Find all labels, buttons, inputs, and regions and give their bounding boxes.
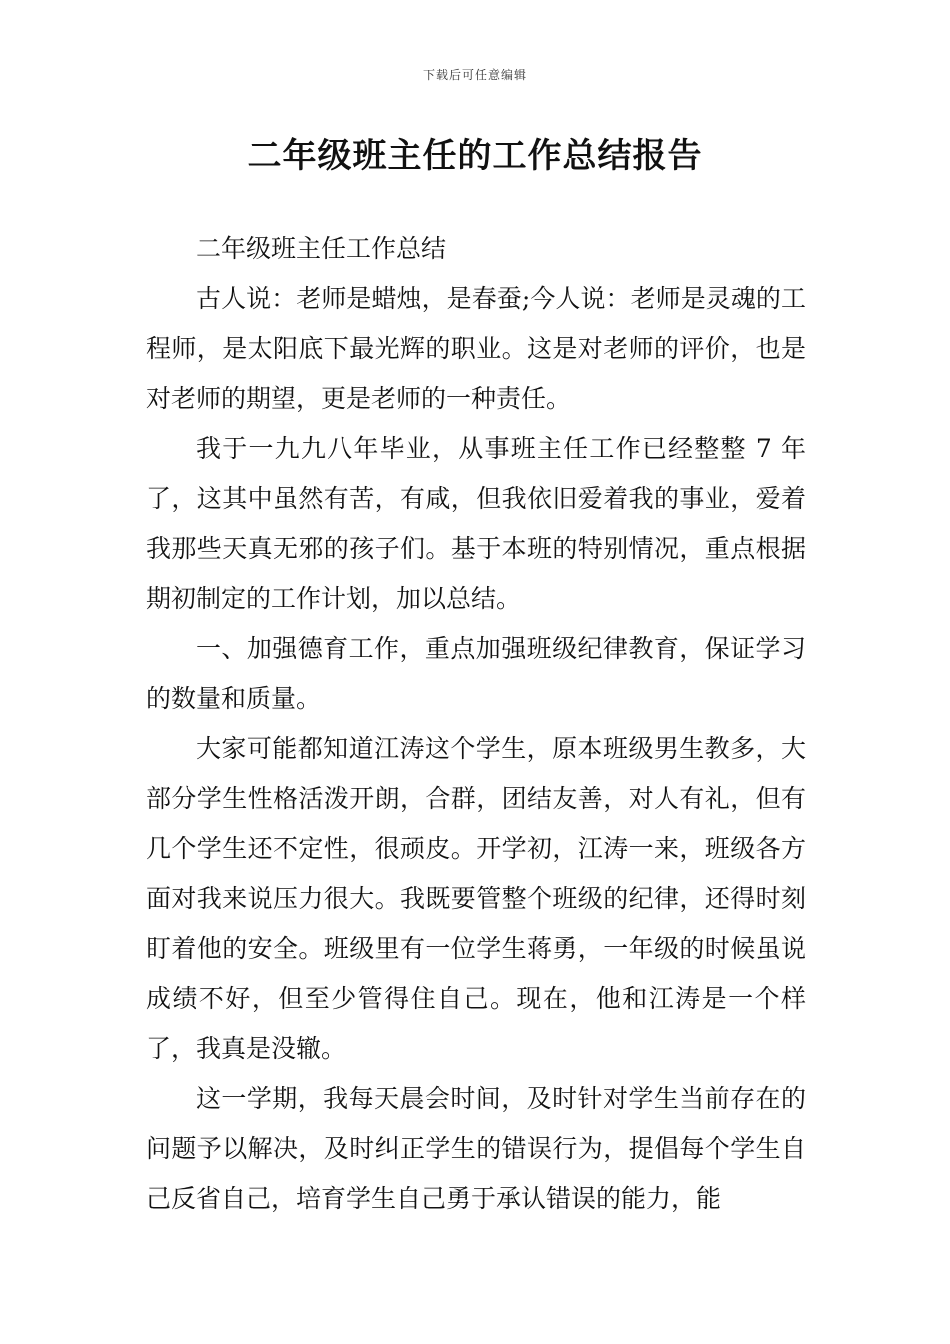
- paragraph: 一、加强德育工作，重点加强班级纪律教育，保证学习的数量和质量。: [146, 634, 806, 713]
- document-title: 二年级班主任的工作总结报告: [247, 136, 703, 176]
- paragraph: 古人说：老师是蜡烛，是春蚕;今人说：老师是灵魂的工程师，是太阳底下最光辉的职业。这是对老师的评价，也是对老师的期望，更是老师的一种责任。: [146, 284, 806, 413]
- header-note: 下载后可任意编辑: [422, 68, 527, 82]
- paragraph: 二年级班主任工作总结: [196, 234, 447, 263]
- paragraph: 这一学期，我每天晨会时间，及时针对学生当前存在的问题予以解决，及时纠正学生的错误行为，提倡每个学生自己反省自己，培育学生自己勇于承认错误的能力，能: [146, 1084, 806, 1213]
- paragraph: 我于一九九八年毕业，从事班主任工作已经整整 7 年了，这其中虽然有苦，有咸，但我依旧爱着我的事业，爱着我那些天真无邪的孩子们。基于本班的特别情况，重点根据期初制定的工作计划，加以总结。: [146, 434, 806, 613]
- document-body: [146, 224, 806, 1224]
- paragraph: 大家可能都知道江涛这个学生，原本班级男生教多，大部分学生性格活泼开朗，合群，团结友善，对人有礼，但有几个学生还不定性，很顽皮。开学初，江涛一来，班级各方面对我来说压力很大。我既要管整个班级的纪律，还得时刻盯着他的安全。班级里有一位学生蒋勇，一年级的时候虽说成绩不好，但至少管得住自己。现在，他和江涛是一个样了，我真是没辙。: [146, 734, 806, 1063]
